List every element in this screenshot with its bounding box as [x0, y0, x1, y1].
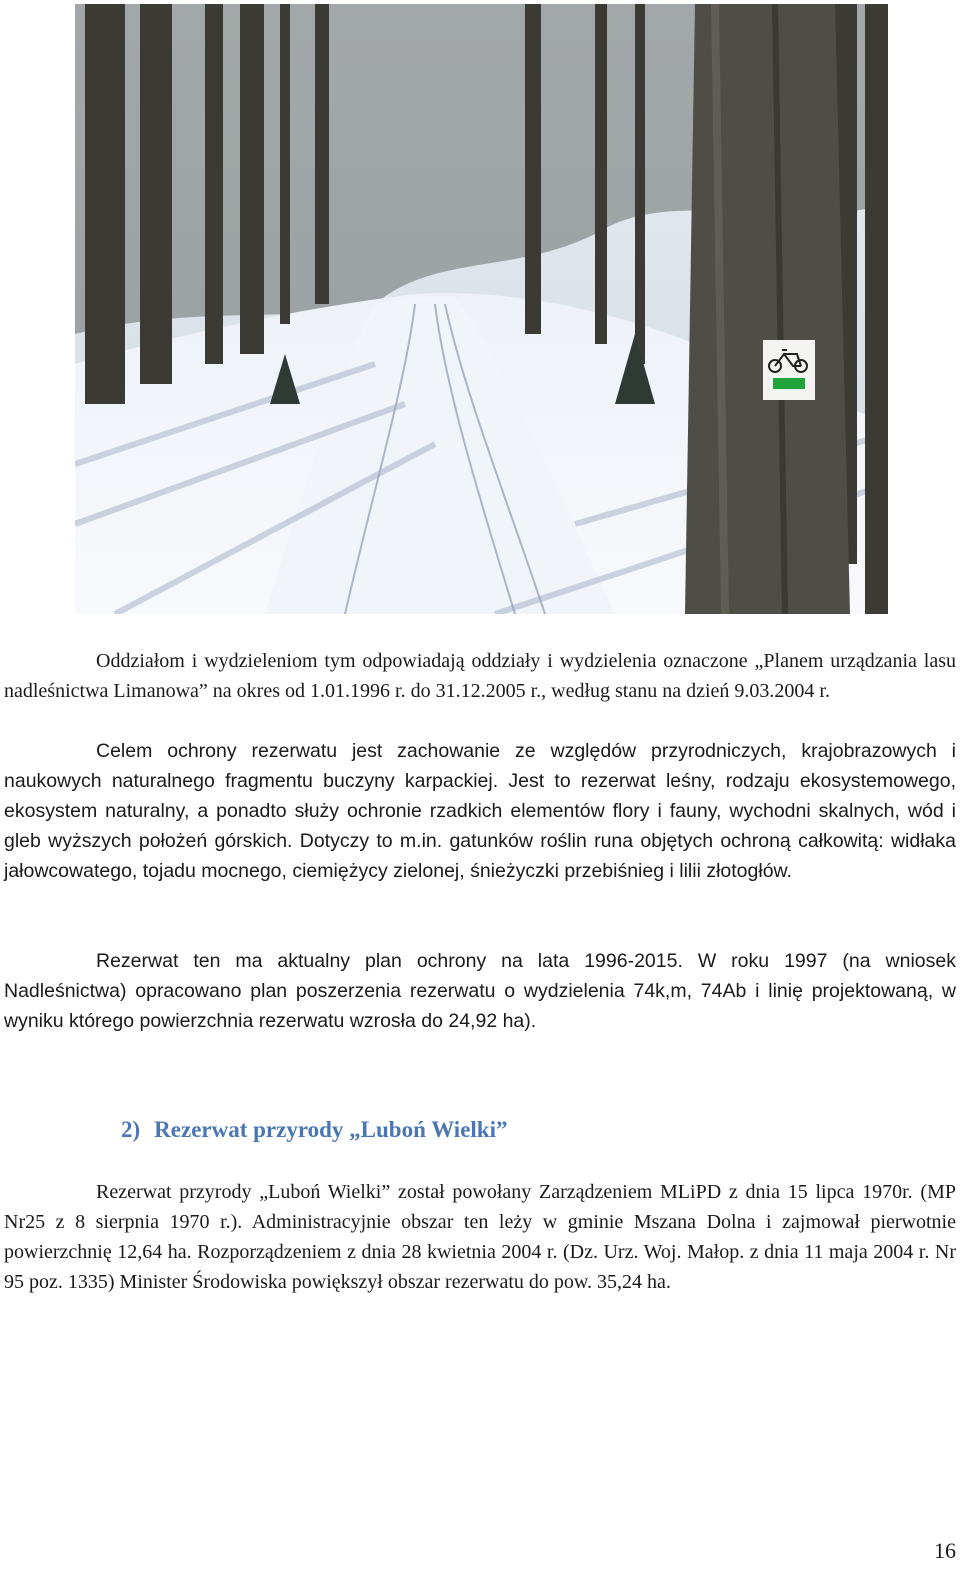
- forest-photo: [75, 4, 888, 614]
- paragraph-divisions: Oddziałom i wydzieleniom tym odpowiadają oddziały i wydzielenia oznaczone „Planem urządzania lasu nadleśnictwa Limanowa” na okres od 1.01.1996 r. do 31.12.2005 r., według stanu na dzień 9.03.2004 r.: [4, 650, 956, 702]
- page-number: 16: [934, 1538, 956, 1563]
- section-title: Rezerwat przyrody „Luboń Wielki”: [154, 1117, 508, 1142]
- trail-marker-stripe: [773, 378, 805, 389]
- paragraph-protection-goal: Celem ochrony rezerwatu jest zachowanie ze względów przyrodniczych, krajobrazowych i naukowych naturalnego fragmentu buczyny karpackiej. Jest to rezerwat leśny, rodzaju ekosystemowego, ekosystem naturalny, a ponadto służy ochronie rzadkich elementów flory i fauny, wychodni skalnych, wód i gleb wyższych położeń górskich. Dotyczy to m.in. gatunków roślin runa objętych ochroną całkowitą: widłaka jałowcowatego, tojadu mocnego, ciemiężycy zielonej, śnieżyczki przebiśnieg i lilii złotogłów.: [4, 740, 956, 882]
- paragraph-protection-plan: Rezerwat ten ma aktualny plan ochrony na lata 1996-2015. W roku 1997 (na wniosek Nadleśnictwa) opracowano plan poszerzenia rezerwatu o wydzielenia 74k,m, 74Ab i linię projektowaną, w wyniku którego powierzchnia rezerwatu wzrosła do 24,92 ha).: [4, 950, 956, 1032]
- section-heading: [121, 1117, 507, 1143]
- paragraph-lubon-wielki: Rezerwat przyrody „Luboń Wielki” został powołany Zarządzeniem MLiPD z dnia 15 lipca 1970r. (MP Nr25 z 8 sierpnia 1970 r.). Administracyjnie obszar ten leży w gminie Mszana Dolna i zajmował pierwotnie powierzchnię 12,64 ha. Rozporządzeniem z dnia 28 kwietnia 2004 r. (Dz. Urz. Woj. Małop. z dnia 11 maja 2004 r. Nr 95 poz. 1335) Minister Środowiska powiększył obszar rezerwatu do pow. 35,24 ha.: [4, 1181, 956, 1293]
- section-number: 2): [121, 1117, 141, 1142]
